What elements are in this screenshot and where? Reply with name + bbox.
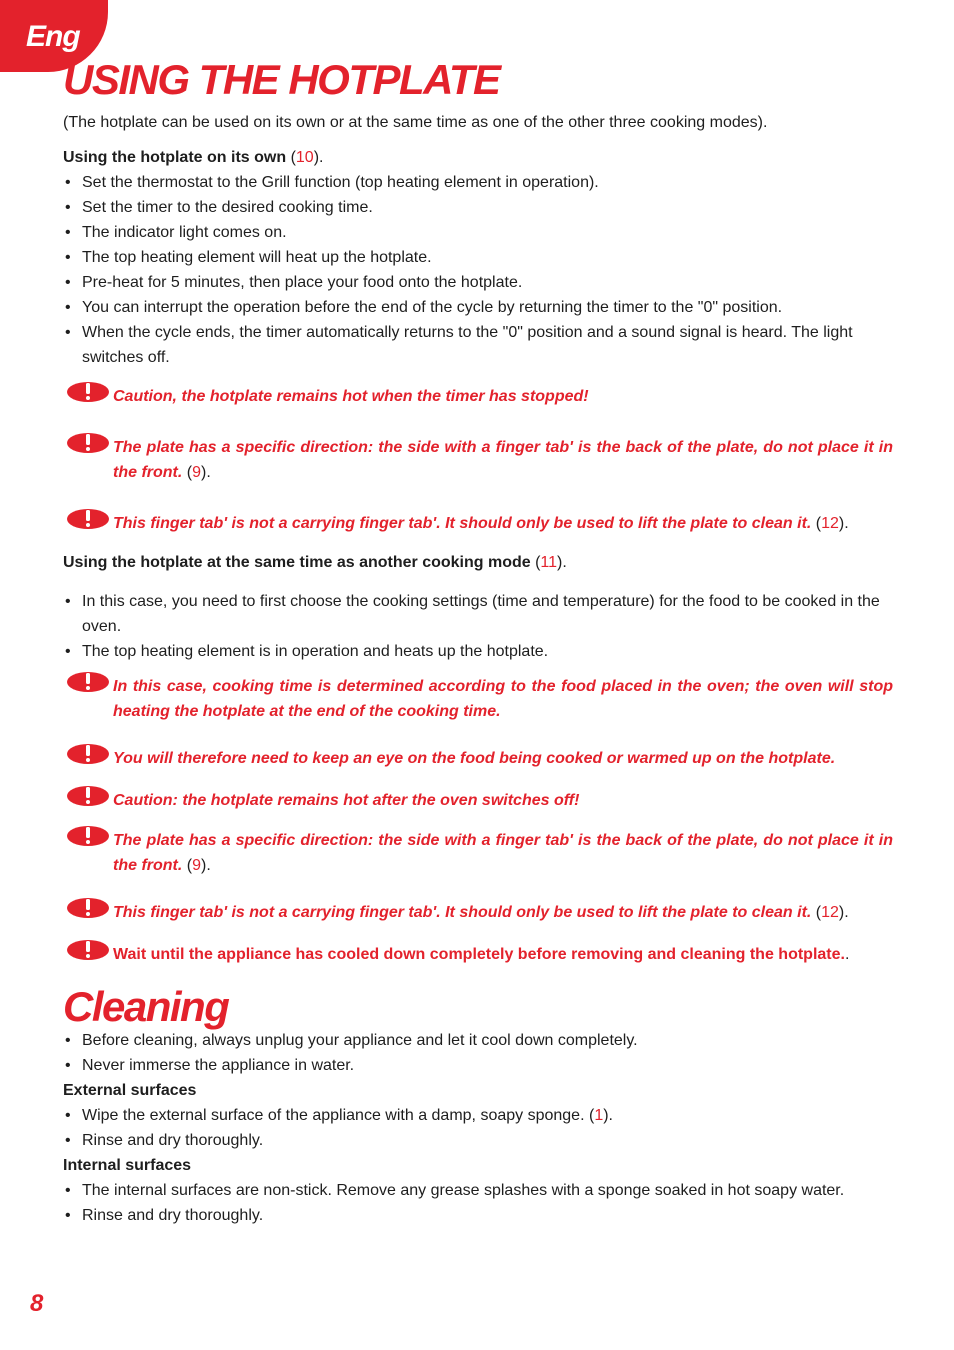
warning-cool-down: Wait until the appliance has cooled down completely before removing and cleaning the hotplate.. (63, 942, 893, 967)
warning-plate-direction: The plate has a specific direction: the side with a finger tab' is the back of the plate, do not place it in the front. (9). (63, 435, 893, 485)
internal-list (63, 1178, 893, 1228)
list-item: • In this case, you need to first choose the cooking settings (time and temperature) for the food to be cooked in the oven. (63, 589, 893, 639)
list-item: • The top heating element will heat up the hotplate. (63, 245, 893, 270)
list-item: • Rinse and dry thoroughly. (63, 1203, 893, 1228)
figure-ref: 11 (540, 554, 558, 571)
figure-ref: 1 (594, 1107, 604, 1124)
list-item: • Set the timer to the desired cooking time. (63, 195, 893, 220)
list-item: • Set the thermostat to the Grill function (top heating element in operation). (63, 170, 893, 195)
warning-icon (66, 938, 110, 962)
figure-ref: 10 (295, 149, 314, 166)
warning-hot-timer: Caution, the hotplate remains hot when the timer has stopped! (63, 384, 893, 409)
figure-ref: 12 (821, 904, 839, 921)
list-item: • Never immerse the appliance in water. (63, 1053, 893, 1078)
subheading-external: External surfaces (63, 1082, 197, 1099)
external-list (63, 1103, 893, 1153)
warning-icon (66, 507, 110, 531)
cleaning-list (63, 1028, 893, 1078)
warning-plate-direction-2: The plate has a specific direction: the side with a finger tab' is the back of the plate, do not place it in the front. (9). (63, 828, 893, 878)
section-title-hotplate: USING THE HOTPLATE (63, 56, 500, 103)
language-label: Eng (26, 20, 80, 53)
warning-icon (66, 431, 110, 455)
warning-icon (66, 824, 110, 848)
steps-list-own (63, 170, 893, 370)
warning-finger-tab-2: This finger tab' is not a carrying finger tab'. It should only be used to lift the plate to clean it. (12). (63, 900, 893, 925)
warning-keep-eye: You will therefore need to keep an eye on the food being cooked or warmed up on the hotplate. (63, 746, 893, 771)
warning-hot-oven-off: Caution: the hotplate remains hot after the oven switches off! (63, 788, 893, 813)
subheading-combined: Using the hotplate at the same time as another cooking mode (11). (63, 554, 567, 571)
subheading-internal: Internal surfaces (63, 1157, 192, 1174)
list-item: • You can interrupt the operation before the end of the cycle by returning the timer to the "0" position. (63, 295, 893, 320)
page-number: 8 (30, 1290, 44, 1317)
list-item: • Wipe the external surface of the appliance with a damp, soapy sponge. (1). (63, 1103, 893, 1128)
steps-list-combined (63, 589, 893, 664)
list-item: • The internal surfaces are non-stick. Remove any grease splashes with a sponge soaked in hot soapy water. (63, 1178, 893, 1203)
list-item: • When the cycle ends, the timer automatically returns to the "0" position and a sound signal is heard. The light switches off. (63, 320, 893, 370)
page-content (63, 54, 893, 1228)
list-item: • Rinse and dry thoroughly. (63, 1128, 893, 1153)
list-item: • Pre-heat for 5 minutes, then place your food onto the hotplate. (63, 270, 893, 295)
list-item: • The top heating element is in operation and heats up the hotplate. (63, 639, 893, 664)
warning-icon (66, 784, 110, 808)
intro-text: (The hotplate can be used on its own or at the same time as one of the other three cooking modes). (63, 114, 768, 131)
warning-icon (66, 670, 110, 694)
warning-icon (66, 380, 110, 404)
warning-finger-tab: This finger tab' is not a carrying finger tab'. It should only be used to lift the plate to clean it. (12). (63, 511, 893, 536)
figure-ref: 12 (821, 515, 839, 532)
warning-cooking-time: In this case, cooking time is determined according to the food placed in the oven; the oven will stop heating the hotplate at the end of the cooking time. (63, 674, 893, 724)
figure-ref: 9 (192, 464, 202, 481)
list-item: • Before cleaning, always unplug your appliance and let it cool down completely. (63, 1028, 893, 1053)
section-title-cleaning: Cleaning (63, 983, 229, 1030)
warning-icon (66, 896, 110, 920)
subheading-own: Using the hotplate on its own (10). (63, 149, 324, 166)
warning-icon (66, 742, 110, 766)
figure-ref: 9 (192, 857, 202, 874)
list-item: • The indicator light comes on. (63, 220, 893, 245)
